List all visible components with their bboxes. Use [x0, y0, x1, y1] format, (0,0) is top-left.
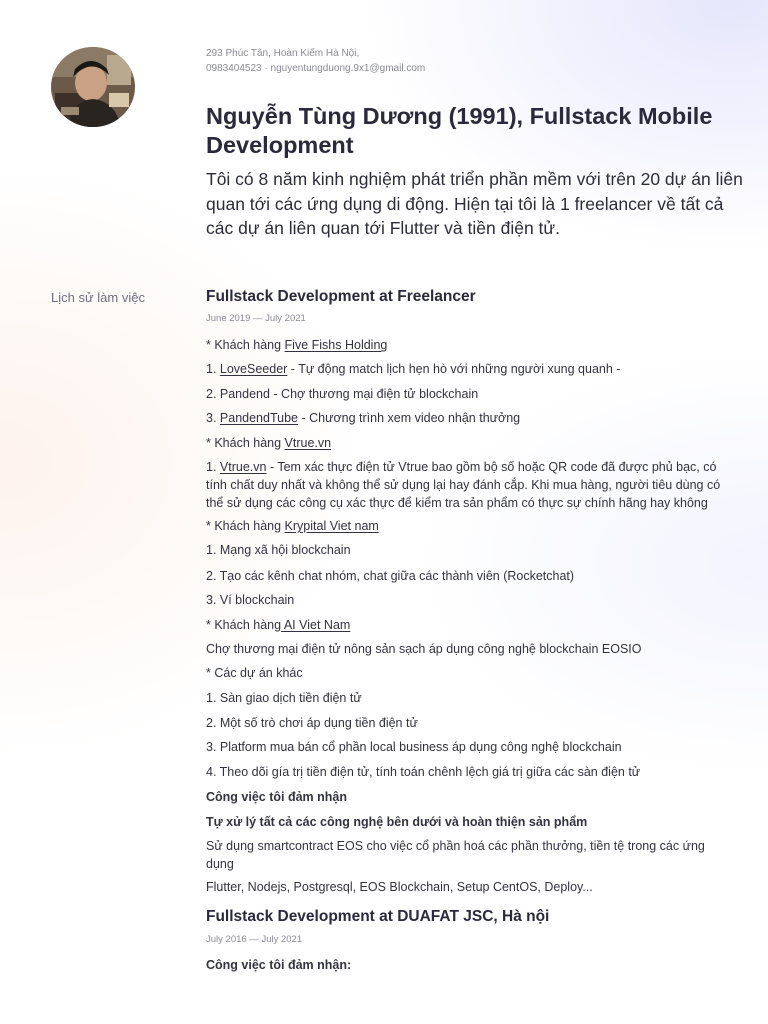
line-text: * Khách hàng [206, 338, 285, 352]
client-krypital [206, 517, 726, 535]
email-link[interactable]: nguyentungduong.9x1@gmail.com [270, 63, 426, 74]
project-share-platform: 3. Platform mua bán cổ phần local business áp dụng công nghệ blockchain [206, 740, 622, 754]
line-text: - Tự động match lịch hẹn hò với những người xung quanh - [287, 362, 621, 376]
project-social-blockchain: 1. Mạng xã hội blockchain [206, 543, 351, 557]
line-text: * Khách hàng [206, 436, 285, 450]
project-chat-groups: 2. Tạo các kênh chat nhóm, chat giữa các thành viên (Rocketchat) [206, 569, 575, 583]
project-vtrue [206, 458, 721, 512]
project-pandendtube [206, 409, 726, 427]
summary-text: Tôi có 8 năm kinh nghiệm phát triển phần mềm với trên 20 dự án liên quan tới các ứng dụng di động. Hiện tại tôi là 1 freelancer về tất cả các dự án liên quan tới Flutter và tiền điện tử. [206, 169, 743, 238]
role-heading [206, 788, 726, 806]
role-subheading [206, 813, 726, 831]
client-vtrue [206, 434, 726, 452]
link-vtrue-client[interactable]: Vtrue.vn [284, 436, 332, 450]
role-heading-duafat [206, 956, 726, 974]
project-agri-marketplace: Chợ thương mại điện tử nông sản sạch áp dụng công nghệ blockchain EOSIO [206, 642, 642, 656]
line-text: 1. [206, 362, 220, 376]
line-text: * Khách hàng [206, 618, 282, 632]
line-text: - Chương trình xem video nhận thưởng [297, 411, 521, 425]
avatar-photo [51, 47, 135, 127]
link-krypital[interactable]: Krypital Viet nam [284, 519, 379, 533]
contact-line [206, 61, 425, 76]
address-text: 293 Phúc Tân, Hoàn Kiếm Hà Nội, [206, 48, 360, 59]
project-wallet: 3. Ví blockchain [206, 593, 295, 607]
job-date-freelancer: June 2019 — July 2021 [206, 313, 306, 324]
line-text: * Khách hàng [206, 519, 285, 533]
contact-separator: · [261, 63, 271, 74]
line-text: - Tem xác thực điện tử Vtrue bao gồm bộ số hoặc QR code đã được phủ bạc, có tính chất duy nhất và không thể sử dụng lại hay đánh cắp. Khi mua hàng, người tiêu dùng có thể sử dụng các công cụ xác thực để kiểm tra sản phẩm có thực sự chính hãng hay không [206, 460, 721, 510]
role-description: Sử dụng smartcontract EOS cho việc cổ phần hoá các phần thưởng, tiền tệ trong các ứng dụng [206, 839, 705, 871]
other-projects-heading: * Các dự án khác [206, 666, 303, 680]
phone-text: 0983404523 [206, 63, 262, 74]
link-five-fishs[interactable]: Five Fishs Holding [284, 338, 388, 352]
link-ai-vietnam[interactable]: AI Viet Nam [281, 618, 351, 632]
project-games: 2. Một số trò chơi áp dụng tiền điện tử [206, 716, 418, 730]
job-title-freelancer: Fullstack Development at Freelancer [206, 288, 476, 305]
project-price-tracker: 4. Theo dõi gía trị tiền điện tử, tính toán chênh lệch giá trị giữa các sàn điện tử [206, 765, 641, 779]
line-text: 1. [206, 460, 220, 474]
link-pandendtube[interactable]: PandendTube [219, 411, 298, 425]
avatar [51, 47, 135, 127]
job-title-duafat: Fullstack Development at DUAFAT JSC, Hà nội [206, 908, 550, 925]
contact-info [206, 46, 425, 76]
project-loveseeder [206, 360, 726, 378]
role-heading-duafat-text: Công việc tôi đảm nhận: [206, 958, 352, 972]
line-text: 3. [206, 411, 220, 425]
link-loveseeder[interactable]: LoveSeeder [219, 362, 288, 376]
project-exchange: 1. Sàn giao dịch tiền điện tử [206, 691, 362, 705]
role-heading-text: Công việc tôi đảm nhận [206, 790, 347, 804]
role-subheading-text: Tự xử lý tất cả các công nghệ bên dưới và hoàn thiện sản phẩm [206, 815, 588, 829]
client-ai-vietnam [206, 616, 726, 634]
section-label-work-history: Lịch sử làm việc [51, 290, 145, 305]
tech-stack: Flutter, Nodejs, Postgresql, EOS Blockchain, Setup CentOS, Deploy... [206, 880, 593, 894]
project-pandend: 2. Pandend - Chợ thương mại điện tử blockchain [206, 387, 479, 401]
page-title: Nguyễn Tùng Dương (1991), Fullstack Mobile Development [206, 103, 713, 158]
link-vtrue[interactable]: Vtrue.vn [219, 460, 267, 474]
job-date-duafat: July 2016 — July 2021 [206, 934, 303, 945]
client-five-fishs [206, 336, 726, 354]
